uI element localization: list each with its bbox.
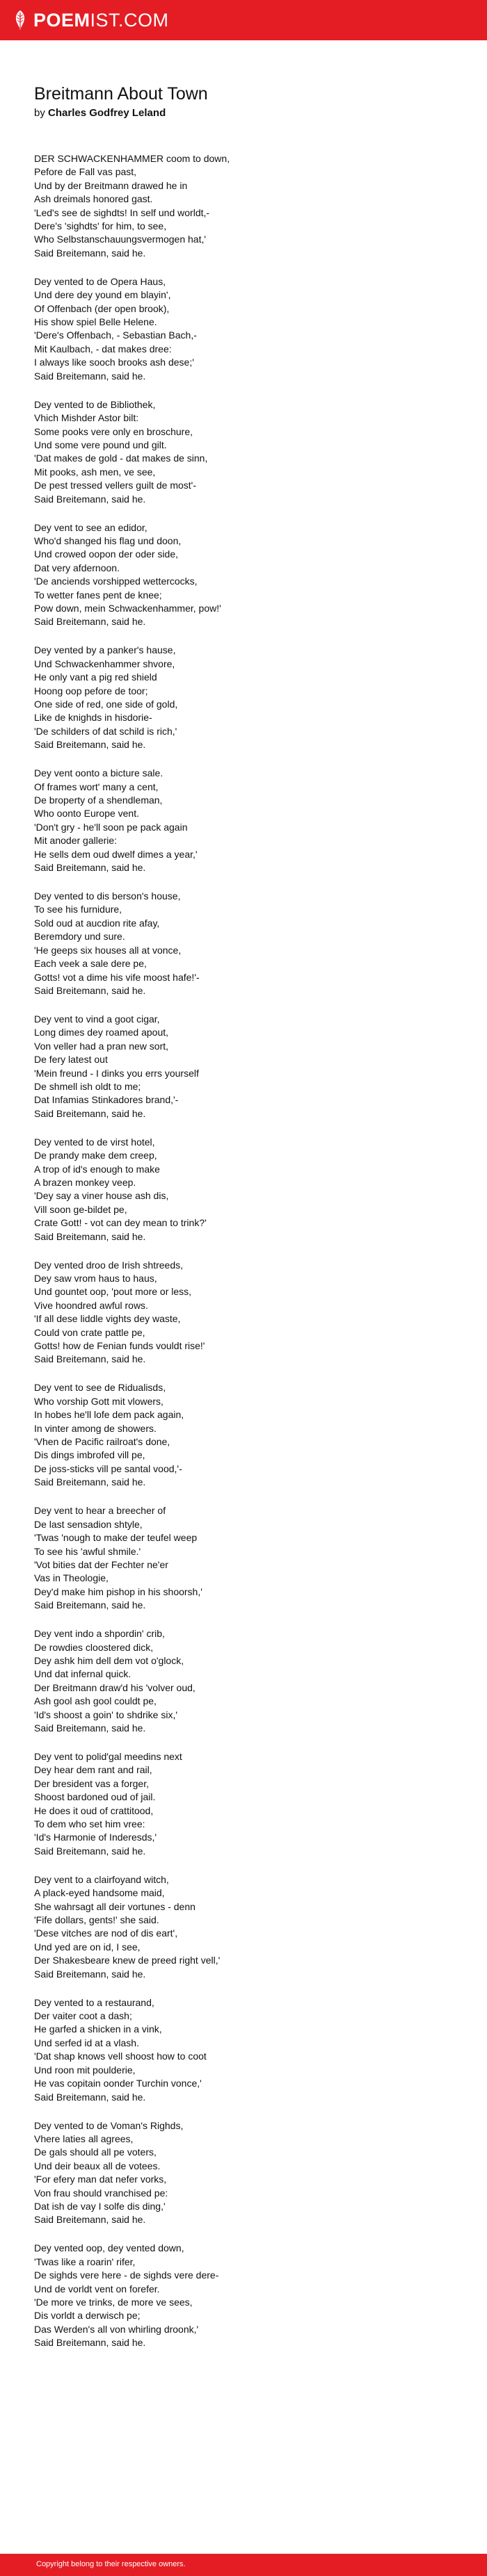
poem-line: He garfed a shicken in a vink, (34, 2023, 162, 2035)
poem-line: A plack-eyed handsome maid, (34, 1887, 165, 1899)
poem-line: 'For efery man dat nefer vorks, (34, 2174, 167, 2185)
poem-line: De joss-sticks vill pe santal vood,'- (34, 1462, 182, 1474)
poem-line: Dey vent to a clairfoyand witch, (34, 1873, 169, 1885)
poem-line: Und serfed id at a vlash. (34, 2037, 139, 2048)
poem-body (34, 152, 465, 2350)
poem-stanza (34, 398, 465, 506)
feather-quill-icon (13, 10, 28, 31)
poem-line: 'Vot bities dat der Fechter ne'er (34, 1558, 168, 1570)
poem-stanza (34, 767, 465, 874)
poem-line: Und deir beaux all de votees. (34, 2160, 161, 2171)
poem-line: Pefore de Fall vas past, (34, 166, 137, 178)
poem-line: Of Offenbach (der open brook), (34, 302, 170, 314)
poem-stanza (34, 1504, 465, 1612)
poem-line: To dem who set him vree: (34, 1818, 145, 1829)
poem-line: 'De more ve trinks, de more ve sees, (34, 2296, 193, 2308)
poem-stanza (34, 890, 465, 997)
poem-line: Von frau should vranchised pe: (34, 2187, 168, 2199)
poem-line: Each veek a sale dere pe, (34, 958, 147, 970)
poem-line: Said Breitemann, said he. (34, 1722, 146, 1734)
site-logo[interactable] (13, 8, 169, 32)
poem-byline (34, 106, 465, 120)
poem-line: I always like sooch brooks ash dese;' (34, 357, 194, 368)
poem-line: Ash dreimals honored gast. (34, 193, 153, 205)
poem-line: Said Breitemann, said he. (34, 1353, 146, 1365)
poem-line: Und Schwackenhammer shvore, (34, 658, 175, 669)
poem-line: Von veller had a pran new sort, (34, 1040, 169, 1052)
poem-line: 'If all dese liddle vights dey waste, (34, 1313, 181, 1325)
poem-line: Dey vented to de Opera Haus, (34, 275, 166, 287)
poem-line: He vas copitain oonder Turchin vonce,' (34, 2078, 202, 2089)
poem-line: One side of red, one side of gold, (34, 699, 178, 710)
poem-line: Dis vorldt a derwisch pe; (34, 2310, 141, 2322)
poem-line: Und some vere pound und gilt. (34, 439, 167, 450)
poem-stanza (34, 1381, 465, 1489)
poem-line: Said Breitemann, said he. (34, 2091, 146, 2103)
poem-content (34, 83, 465, 2365)
poem-line: Dey vent oonto a bicture sale. (34, 767, 163, 779)
poem-line: Shoost bardoned oud of jail. (34, 1791, 156, 1803)
poem-line: Vhich Mishder Astor bilt: (34, 412, 139, 424)
poem-line: 'De anciends vorshipped wettercocks, (34, 576, 198, 587)
poem-line: Dey saw vrom haus to haus, (34, 1273, 157, 1284)
poem-line: Dey vent to see de Ridualisds, (34, 1382, 166, 1394)
poem-stanza (34, 1259, 465, 1367)
poem-line: Said Breitemann, said he. (34, 247, 146, 259)
poem-line: De fery latest out (34, 1054, 108, 1066)
poem-line: Vill soon ge-bildet pe, (34, 1203, 127, 1215)
poem-line: Said Breitemann, said he. (34, 1476, 146, 1488)
poem-line: Dat Infamias Stinkadores brand,'- (34, 1094, 179, 1106)
poem-stanza (34, 1013, 465, 1120)
poem-stanza (34, 2119, 465, 2227)
poem-line: Said Breitemann, said he. (34, 493, 146, 505)
poem-line: Und yed are on id, I see, (34, 1941, 141, 1953)
poem-stanza (34, 1996, 465, 2104)
site-logo-text (33, 8, 169, 32)
poem-line: Said Breitemann, said he. (34, 739, 146, 751)
poem-line: Said Breitemann, said he. (34, 1968, 146, 1980)
by-label: by (34, 107, 45, 119)
poem-line: 'Led's see de sighdts! In self und worldt,- (34, 206, 210, 218)
poem-line: Dey vented to de virst hotel, (34, 1136, 155, 1148)
poem-line: Dey vent indo a shpordin' crib, (34, 1628, 165, 1640)
poem-line: 'Id's Harmonie of Inderesds,' (34, 1832, 157, 1843)
poem-line: Dat ish de vay I solfe dis ding,' (34, 2200, 166, 2212)
poem-line: A trop of id's enough to make (34, 1163, 160, 1175)
poem-line: 'Dese vitches are nod of dis eart', (34, 1927, 178, 1939)
poem-line: Crate Gott! - vot can dey mean to trink?' (34, 1217, 207, 1229)
poem-line: 'Twas like a roarin' rifer, (34, 2256, 136, 2267)
poem-line: Dey vented by a panker's hause, (34, 644, 176, 656)
poem-line: Dis dings imbrofed vill pe, (34, 1449, 145, 1461)
poem-line: Und gountet oop, 'pout more or less, (34, 1286, 192, 1298)
poem-line: Long dimes dey roamed apout, (34, 1027, 169, 1038)
logo-text-light: IST.COM (90, 10, 169, 31)
copyright-text: Copyright belong to their respective owners. (36, 2560, 186, 2568)
poem-line: De pest tressed vellers guilt de most'- (34, 480, 196, 491)
poem-line: Der Shakesbeare knew de preed right vell,' (34, 1955, 221, 1966)
poem-line: Gotts! how de Fenian funds vouldt rise!' (34, 1340, 205, 1352)
poem-line: Und crowed oopon der oder side, (34, 548, 179, 560)
poem-line: De rowdies cloostered dick, (34, 1641, 154, 1653)
poem-line: De sighds vere here - de sighds vere dere- (34, 2269, 219, 2281)
site-header (0, 0, 487, 40)
poem-line: 'De schilders of dat schild is rich,' (34, 725, 177, 737)
poem-line: DER SCHWACKENHAMMER coom to down, (34, 153, 230, 164)
poem-line: 'Dat makes de gold - dat makes de sinn, (34, 453, 208, 464)
poem-line: To see his furnidure, (34, 904, 122, 915)
poem-line: Who vorship Gott mit vlowers, (34, 1395, 163, 1407)
poem-line: Said Breitemann, said he. (34, 1230, 146, 1242)
poem-line: Dey vent to vind a goot cigar, (34, 1013, 160, 1025)
poem-line: Said Breitemann, said he. (34, 1845, 146, 1857)
poem-line: Vas in Theologie, (34, 1572, 109, 1584)
poem-line: Vive hoondred awful rows. (34, 1299, 148, 1311)
poem-line: Mit pooks, ash men, ve see, (34, 466, 156, 478)
poem-line: Dere's 'sighdts' for him, to see, (34, 220, 167, 232)
author-name[interactable]: Charles Godfrey Leland (48, 107, 166, 119)
poem-line: 'Don't gry - he'll soon pe pack again (34, 821, 188, 833)
poem-line: Said Breitemann, said he. (34, 370, 146, 382)
poem-line: Und dat infernal quick. (34, 1668, 131, 1680)
poem-line: Who oonto Europe vent. (34, 808, 139, 820)
poem-line: Dey vent to see an edidor, (34, 521, 147, 533)
poem-line: 'He geeps six houses all at vonce, (34, 944, 182, 956)
poem-line: He sells dem oud dwelf dimes a year,' (34, 848, 198, 860)
poem-line: His show spiel Belle Helene. (34, 316, 157, 328)
poem-line: 'Vhen de Pacific railroat's done, (34, 1436, 170, 1448)
poem-line: In hobes he'll lofe dem pack again, (34, 1409, 184, 1421)
poem-stanza (34, 1873, 465, 1981)
poem-stanza (34, 152, 465, 260)
poem-line: 'Id's shoost a goin' to shdrike six,' (34, 1709, 178, 1720)
poem-line: Dey vent to polid'gal meedins next (34, 1750, 182, 1762)
poem-line: 'Fife dollars, gents!' she said. (34, 1914, 159, 1926)
poem-line: Dey vented oop, dey vented down, (34, 2242, 184, 2254)
poem-line: Dey'd make him pishop in his shoorsh,' (34, 1585, 202, 1597)
poem-line: Said Breitemann, said he. (34, 2214, 146, 2226)
poem-line: In vinter among de showers. (34, 1422, 157, 1434)
poem-stanza (34, 644, 465, 751)
site-footer (0, 2554, 487, 2576)
poem-line: Mit Kaulbach, - dat makes dree: (34, 343, 172, 354)
poem-line: Said Breitemann, said he. (34, 1107, 146, 1119)
poem-line: Pow down, mein Schwackenhammer, pow!' (34, 602, 221, 614)
poem-line: Der vaiter coot a dash; (34, 2010, 132, 2022)
poem-title: Breitmann About Town (34, 84, 208, 104)
poem-line: Mit anoder gallerie: (34, 835, 118, 847)
poem-line: 'Dey say a viner house ash dis, (34, 1190, 169, 1202)
poem-line: 'Twas 'nough to make der teufel weep (34, 1532, 198, 1544)
poem-line: To wetter fanes pent de knee; (34, 589, 162, 601)
poem-line: Und roon mit poulderie, (34, 2064, 136, 2076)
poem-line: Und dere dey yound em blayin', (34, 289, 171, 301)
poem-line: Dey vented to dis berson's house, (34, 890, 181, 902)
poem-line: Dey vented droo de Irish shtreeds, (34, 1259, 184, 1271)
poem-line: Hoong oop pefore de toor; (34, 685, 148, 696)
poem-line: Who Selbstanschauungsvermogen hat,' (34, 234, 207, 245)
poem-line: Like de knighds in hisdorie- (34, 712, 152, 724)
poem-stanza (34, 1136, 465, 1244)
poem-line: He only vant a pig red shield (34, 671, 157, 683)
poem-line: Und by der Breitmann drawed he in (34, 179, 188, 191)
poem-line: Ash gool ash gool couldt pe, (34, 1695, 157, 1707)
poem-line: Could von crate pattle pe, (34, 1326, 145, 1338)
poem-line: Who'd shanged his flag und doon, (34, 535, 182, 546)
poem-line: She wahrsagt all deir vortunes - denn (34, 1900, 195, 1912)
poem-stanza (34, 1627, 465, 1735)
poem-line: Said Breitemann, said he. (34, 2337, 146, 2349)
poem-line: 'Dere's Offenbach, - Sebastian Bach,- (34, 329, 197, 341)
poem-line: Gotts! vot a dime his vife moost hafe!'- (34, 971, 200, 983)
poem-stanza (34, 2242, 465, 2349)
poem-line: Und de vorldt vent on forefer. (34, 2283, 160, 2294)
poem-line: 'Mein freund - I dinks you errs yourself (34, 1067, 199, 1079)
poem-line: Dey hear dem rant and rail, (34, 1764, 152, 1776)
poem-line: De shmell ish oldt to me; (34, 1080, 141, 1092)
poem-line: De gals should all pe voters, (34, 2146, 157, 2158)
poem-line: Dey vent to hear a breecher of (34, 1505, 166, 1517)
poem-line: Said Breitemann, said he. (34, 1599, 146, 1611)
logo-text-bold: POEM (33, 10, 90, 31)
poem-line: He does it oud of crattitood, (34, 1804, 154, 1816)
poem-line: Said Breitemann, said he. (34, 616, 146, 628)
poem-line: De broperty of a shendleman, (34, 794, 163, 806)
poem-line: Of frames wort' many a cent, (34, 781, 159, 792)
poem-line: De prandy make dem creep, (34, 1150, 157, 1161)
poem-line: Dat very afdernoon. (34, 562, 120, 573)
poem-line: Some pooks vere only en broschure, (34, 425, 193, 437)
poem-line: Dey ashk him dell dem vot o'glock, (34, 1654, 184, 1666)
poem-line: Dey vented to de Bibliothek, (34, 398, 156, 410)
poem-line: To see his 'awful shmile.' (34, 1545, 141, 1557)
poem-line: Said Breitemann, said he. (34, 862, 146, 874)
poem-line: Beremdory und sure. (34, 931, 125, 943)
poem-line: Dey vented to de Voman's Righds, (34, 2119, 184, 2131)
poem-line: Vhere laties all agrees, (34, 2133, 134, 2144)
poem-line: A brazen monkey veep. (34, 1176, 136, 1188)
poem-line: 'Dat shap knows vell shoost how to coot (34, 2051, 207, 2062)
poem-stanza (34, 521, 465, 629)
poem-line: De last sensadion shtyle, (34, 1518, 143, 1530)
poem-line: Said Breitemann, said he. (34, 984, 146, 996)
poem-stanza (34, 1750, 465, 1858)
poem-stanza (34, 275, 465, 383)
poem-line: Der bresident vas a forger, (34, 1777, 149, 1789)
poem-line: Dey vented to a restaurand, (34, 1996, 154, 2008)
poem-line: Sold oud at aucdion rite afay, (34, 917, 160, 929)
poem-line: Das Werden's all von whirling droonk,' (34, 2323, 199, 2335)
poem-line: Der Breitmann draw'd his 'volver oud, (34, 1681, 195, 1693)
